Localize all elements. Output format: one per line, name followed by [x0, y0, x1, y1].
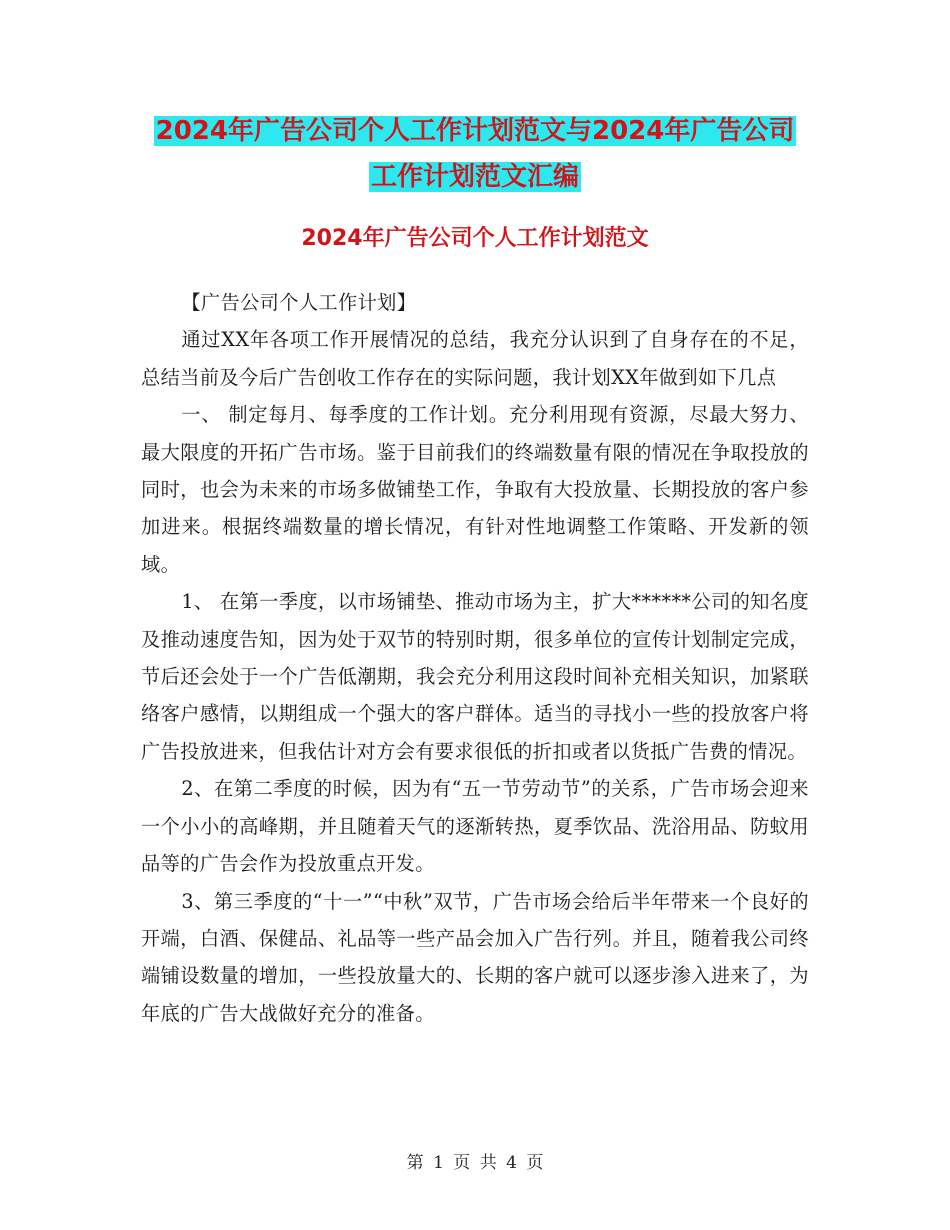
document-title	[0, 108, 950, 200]
document-title-line-1: 2024年广告公司个人工作计划范文与2024年广告公司	[155, 116, 795, 146]
page-footer: 第 1 页 共 4 页	[406, 1153, 544, 1173]
paragraph: 一、 制定每月、每季度的工作计划。充分利用现有资源，尽最大努力、最大限度的开拓广告市场。鉴于目前我们的终端数量有限的情况在争取投放的同时，也会为未来的市场多做铺垫工作，争取有大投放量、长期投放的客户参加进来。根据终端数量的增长情况，有针对性地调整工作策略、开发新的领域。	[141, 403, 809, 576]
paragraph: 2、在第二季度的时候，因为有“五一节劳动节”的关系，广告市场会迎来一个小小的高峰期，并且随着天气的逐渐转热，夏季饮品、洗浴用品、防蚊用品等的广告会作为投放重点开发。	[141, 777, 809, 876]
paragraph: 1、 在第一季度，以市场铺垫、推动市场为主，扩大******公司的知名度及推动速度告知，因为处于双节的特别时期，很多单位的宣传计划制定完成，节后还会处于一个广告低潮期，我会充分利用这段时间补充相关知识，加紧联络客户感情，以期组成一个强大的客户群体。适当的寻找小一些的投放客户将广告投放进来，但我估计对方会有要求很低的折扣或者以货抵广告费的情况。	[141, 590, 809, 763]
document-body	[141, 284, 809, 1032]
paragraph: 通过XX年各项工作开展情况的总结，我充分认识到了自身存在的不足，总结当前及今后广告创收工作存在的实际问题，我计划XX年做到如下几点	[141, 328, 809, 389]
document-title-line-2: 工作计划范文汇编	[370, 162, 579, 192]
paragraph: 3、第三季度的“十一”“中秋”双节，广告市场会给后半年带来一个良好的开端，白酒、保健品、礼品等一些产品会加入广告行列。并且，随着我公司终端铺设数量的增加，一些投放量大的、长期的客户就可以逐步渗入进来了，为年底的广告大战做好充分的准备。	[141, 889, 809, 1025]
paragraph-heading: 【广告公司个人工作计划】	[181, 291, 417, 314]
section-title: 2024年广告公司个人工作计划范文	[301, 226, 649, 251]
